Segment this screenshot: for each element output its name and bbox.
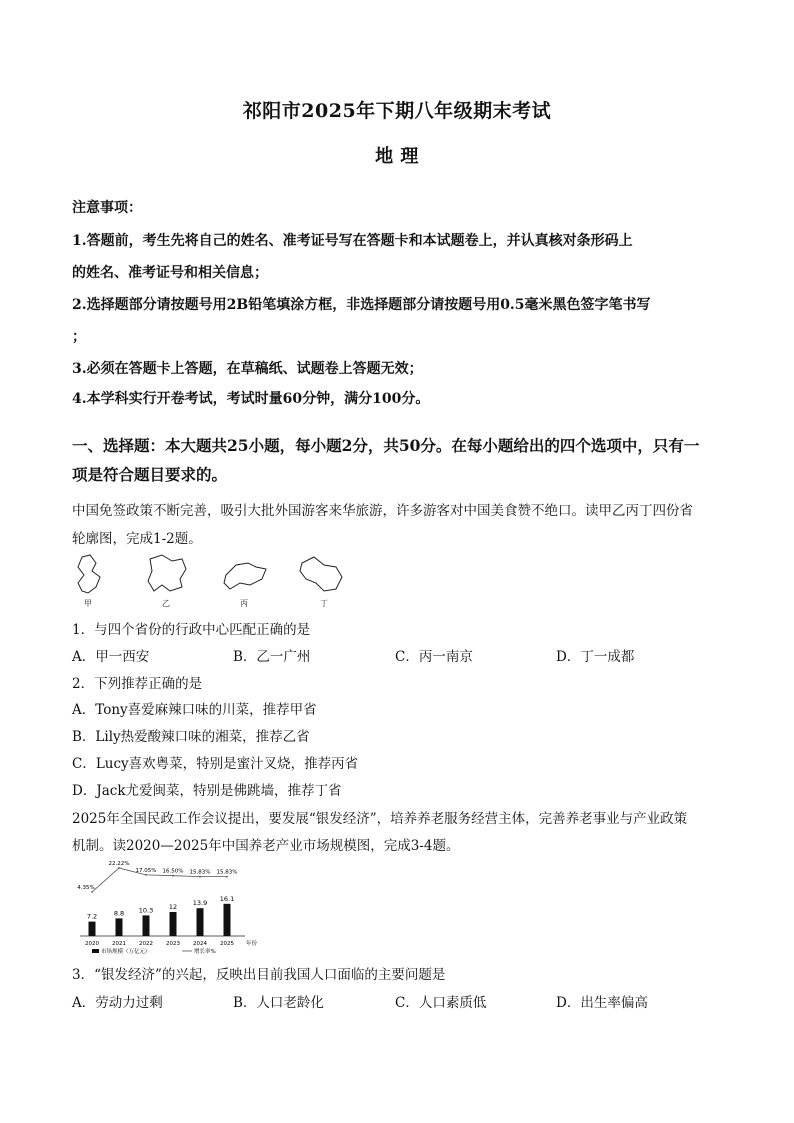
x-axis-unit: 年份 — [246, 941, 258, 947]
option-b: B．Lily热爱酸辣口味的湘菜，推荐乙省 — [72, 729, 310, 745]
option-a: A．Tony喜爱麻辣口味的川菜，推荐甲省 — [72, 702, 317, 718]
growth-rate-point — [199, 876, 201, 878]
bar-value-label: 8.8 — [113, 909, 125, 918]
option-a: A．劳动力过剩 — [72, 995, 163, 1011]
question-stem: 1．与四个省份的行政中心匹配正确的是 — [72, 622, 311, 638]
legend-line-label: 增长率% — [194, 949, 216, 955]
question-stem: 3．“银发经济”的兴起，反映出目前我国人口面临的主要问题是 — [72, 967, 446, 983]
x-tick-label: 2024 — [193, 941, 207, 947]
section-heading: 项是符合题目要求的。 — [72, 465, 228, 484]
growth-rate-label: 16.50% — [162, 868, 184, 875]
option-c: C．人口素质低 — [395, 995, 487, 1011]
notice-item: 的姓名、准考证号和相关信息； — [72, 265, 268, 281]
growth-rate-point — [145, 874, 147, 876]
option-c: C．Lucy喜欢粤菜，特别是蜜汁叉烧，推荐丙省 — [72, 756, 359, 772]
growth-rate-label: 4.35% — [77, 885, 95, 891]
option-c: C．丙一南京 — [395, 649, 473, 665]
bar-2022 — [143, 915, 150, 936]
notice-item: 4.本学科实行开卷考试，考试时量60分钟，满分100分。 — [72, 391, 430, 407]
province-outline-bing — [224, 563, 266, 589]
bar-2025 — [224, 904, 231, 936]
x-tick-label: 2023 — [166, 941, 180, 947]
map-caption: 甲 — [84, 599, 92, 608]
map-caption: 丁 — [320, 599, 328, 608]
notice-item: 2.选择题部分请按题号用2B铅笔填涂方框，非选择题部分请按题号用0.5毫米黑色签字笔书写 — [72, 297, 651, 313]
notice-heading: 注意事项： — [72, 200, 142, 216]
growth-rate-label: 15.83% — [189, 869, 211, 876]
growth-rate-label: 22.22% — [108, 861, 130, 867]
growth-rate-point — [172, 875, 174, 877]
x-tick-label: 2022 — [139, 941, 153, 947]
bar-2020 — [89, 922, 96, 936]
x-tick-label: 2025 — [220, 941, 234, 947]
notice-item: 3.必须在答题卡上答题，在草稿纸、试题卷上答题无效； — [72, 361, 423, 377]
bar-value-label: 12 — [168, 903, 178, 911]
bar-value-label: 7.2 — [86, 912, 98, 921]
bar-value-label: 16.1 — [219, 894, 235, 903]
map-caption: 丙 — [240, 599, 248, 608]
notice-item: 1.答题前，考生先将自己的姓名、准考证号写在答题卡和本试题卷上，并认真核对条形码上 — [72, 233, 633, 249]
option-b: B．人口老龄化 — [233, 995, 324, 1011]
legend-bar-swatch — [92, 949, 99, 953]
passage-text: 2025年全国民政工作会议提出，要发展“银发经济”，培养养老服务经营主体，完善养老事业与产业政策 — [72, 811, 688, 827]
growth-rate-label: 17.05% — [135, 867, 157, 874]
bar-2021 — [116, 918, 123, 936]
growth-rate-label: 15.83% — [216, 869, 238, 876]
province-outline-ding — [300, 557, 342, 591]
bar-value-label: 13.9 — [192, 899, 208, 908]
exam-title: 祁阳市2025年下期八年级期末考试 — [242, 100, 552, 122]
map-caption: 乙 — [162, 599, 170, 608]
passage-text: 轮廓图，完成1-2题。 — [72, 531, 202, 547]
subject-title: 地 理 — [375, 146, 419, 167]
x-tick-label: 2021 — [112, 941, 126, 947]
passage-text: 机制。读2020—2025年中国养老产业市场规模图，完成3-4题。 — [72, 838, 460, 854]
province-outline-jia — [78, 555, 100, 593]
bar-value-label: 10.3 — [138, 906, 154, 915]
option-d: D．出生率偏高 — [556, 995, 648, 1011]
legend-bar-label: 市场规模（万亿元） — [101, 949, 151, 955]
option-d: D．丁一成都 — [556, 649, 635, 665]
bar-2023 — [170, 912, 177, 936]
section-heading: 一、选择题：本大题共25小题，每小题2分，共50分。在每小题给出的四个选项中，只有一 — [72, 436, 700, 455]
market-size-chart — [70, 856, 270, 956]
passage-text: 中国免签政策不断完善，吸引大批外国游客来华旅游，许多游客对中国美食赞不绝口。读甲乙丙丁四份省 — [72, 503, 693, 519]
question-stem: 2．下列推荐正确的是 — [72, 676, 203, 692]
option-b: B．乙一广州 — [233, 649, 311, 665]
growth-rate-point — [118, 867, 120, 869]
notice-item: ； — [72, 329, 86, 345]
bar-2024 — [197, 908, 204, 936]
x-tick-label: 2020 — [85, 941, 99, 947]
province-outline-maps — [70, 553, 360, 613]
option-a: A．甲一西安 — [72, 649, 150, 665]
growth-rate-point — [91, 891, 93, 893]
province-outline-yi — [148, 555, 186, 591]
option-d: D．Jack尤爱闽菜，特别是佛跳墙，推荐丁省 — [72, 783, 342, 799]
growth-rate-point — [226, 876, 228, 878]
